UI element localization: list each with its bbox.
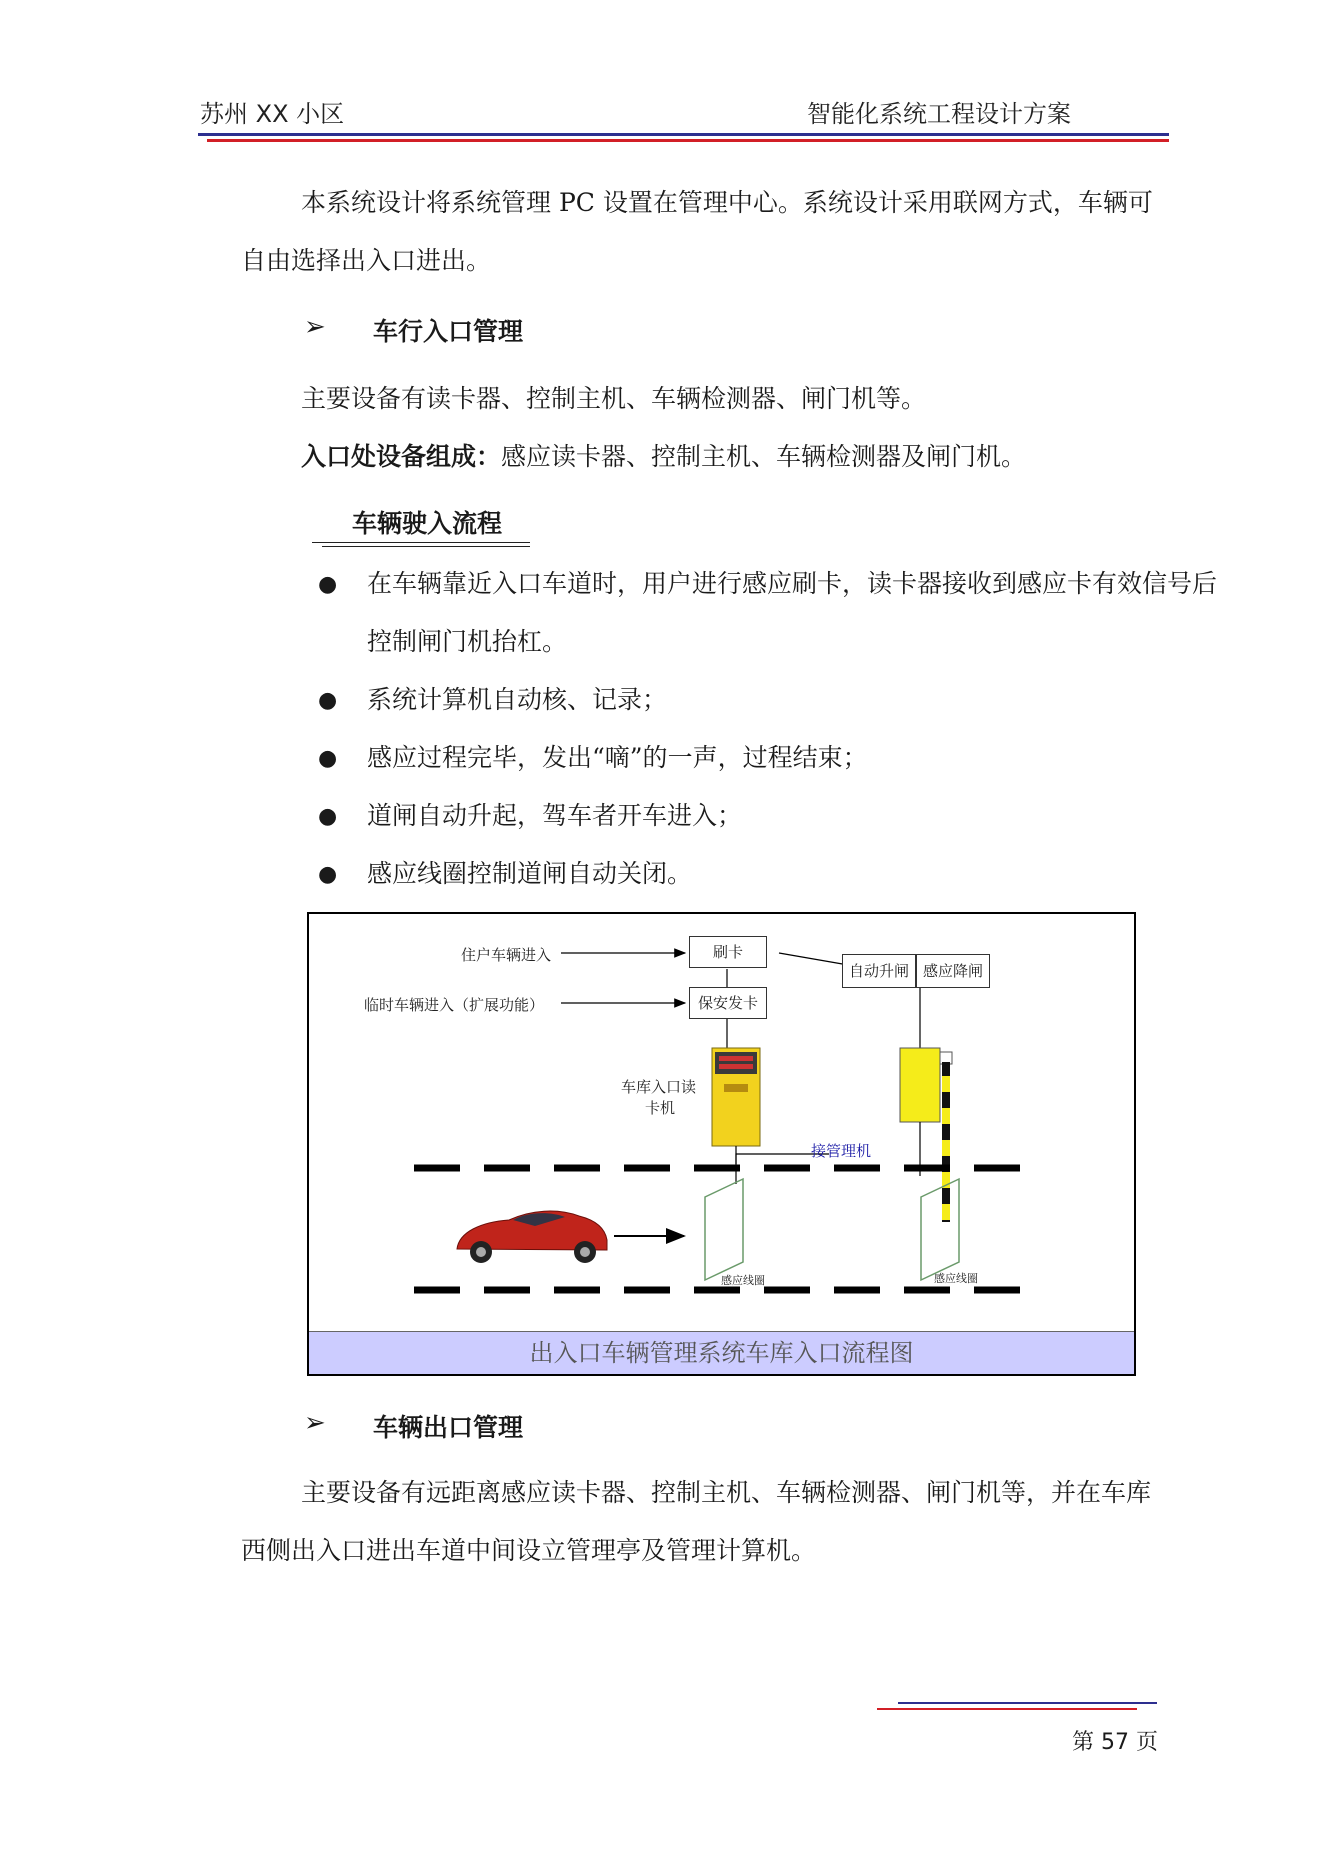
list-item: 感应线圈控制道闸自动关闭。 bbox=[367, 859, 693, 888]
bullet-dot-icon: ● bbox=[318, 804, 338, 829]
label-coil-2: 感应线圈 bbox=[934, 1272, 978, 1285]
entrance-flow-diagram bbox=[307, 912, 1136, 1376]
diagram-caption: 出入口车辆管理系统车库入口流程图 bbox=[309, 1331, 1134, 1374]
bullet-dot-icon: ● bbox=[318, 746, 338, 771]
label-reader-2: 卡机 bbox=[645, 1099, 676, 1117]
header-rule-blue bbox=[198, 133, 1169, 136]
list-item: 在车辆靠近入口车道时，用户进行感应刷卡，读卡器接收到感应卡有效信号后控制闸门机抬杠。 bbox=[367, 569, 1218, 656]
section1-para2 bbox=[301, 428, 1227, 486]
label-temp-in: 临时车辆进入（扩展功能） bbox=[364, 996, 545, 1014]
label-reader-1: 车库入口读 bbox=[621, 1078, 697, 1096]
bullet-dot-icon: ● bbox=[318, 862, 338, 887]
list-item: 道闸自动升起，驾车者开车进入； bbox=[367, 801, 743, 830]
header-right-title: 智能化系统工程设计方案 bbox=[807, 100, 1071, 128]
bullet-dot-icon: ● bbox=[318, 688, 338, 713]
page-number: 第 57 页 bbox=[1072, 1730, 1158, 1755]
diagram-svg bbox=[309, 914, 1134, 1332]
flow-title: 车辆驶入流程 bbox=[312, 504, 530, 543]
swipe-card-box: 刷卡 bbox=[689, 936, 767, 968]
section2-arrow-icon: ➢ bbox=[304, 1408, 326, 1438]
induction-coil-1-icon bbox=[705, 1179, 743, 1280]
section1-para2-rest: 感应读卡器、控制主机、车辆检测器及闸门机。 bbox=[501, 442, 1027, 471]
barrier-gate-icon bbox=[900, 1048, 952, 1222]
sense-lower-box: 感应降闸 bbox=[916, 954, 990, 988]
section1-arrow-icon: ➢ bbox=[304, 312, 326, 342]
section2-paragraph: 主要设备有远距离感应读卡器、控制主机、车辆检测器、闸门机等，并在车库西侧出入口进出车道中间设立管理亭及管理计算机。 bbox=[241, 1478, 1152, 1565]
footer-rule-blue bbox=[898, 1702, 1157, 1704]
section1-para1: 主要设备有读卡器、控制主机、车辆检测器、闸门机等。 bbox=[301, 384, 927, 413]
guard-issue-card-box: 保安发卡 bbox=[689, 987, 767, 1019]
list-item: 感应过程完毕，发出“嘀”的一声，过程结束； bbox=[367, 743, 868, 772]
intro-paragraph: 本系统设计将系统管理 PC 设置在管理中心。系统设计采用联网方式，车辆可自由选择出入口进出。 bbox=[241, 188, 1153, 275]
car-icon bbox=[457, 1211, 607, 1263]
induction-coil-2-icon bbox=[921, 1179, 959, 1280]
label-resident-in: 住户车辆进入 bbox=[461, 946, 552, 964]
header-rule-red bbox=[207, 139, 1169, 142]
section1-para2-bold: 入口处设备组成： bbox=[301, 442, 502, 471]
section2-title: 车辆出口管理 bbox=[373, 1413, 524, 1442]
label-coil-1: 感应线圈 bbox=[721, 1274, 765, 1287]
section1-title: 车行入口管理 bbox=[373, 317, 524, 346]
list-item: 系统计算机自动核、记录； bbox=[367, 685, 668, 714]
header-left-title: 苏州 XX 小区 bbox=[200, 100, 345, 128]
bullet-dot-icon: ● bbox=[318, 572, 338, 597]
footer-rule-red bbox=[877, 1708, 1137, 1710]
label-connect-host: 接管理机 bbox=[811, 1142, 872, 1160]
auto-raise-box: 自动升闸 bbox=[842, 954, 916, 988]
